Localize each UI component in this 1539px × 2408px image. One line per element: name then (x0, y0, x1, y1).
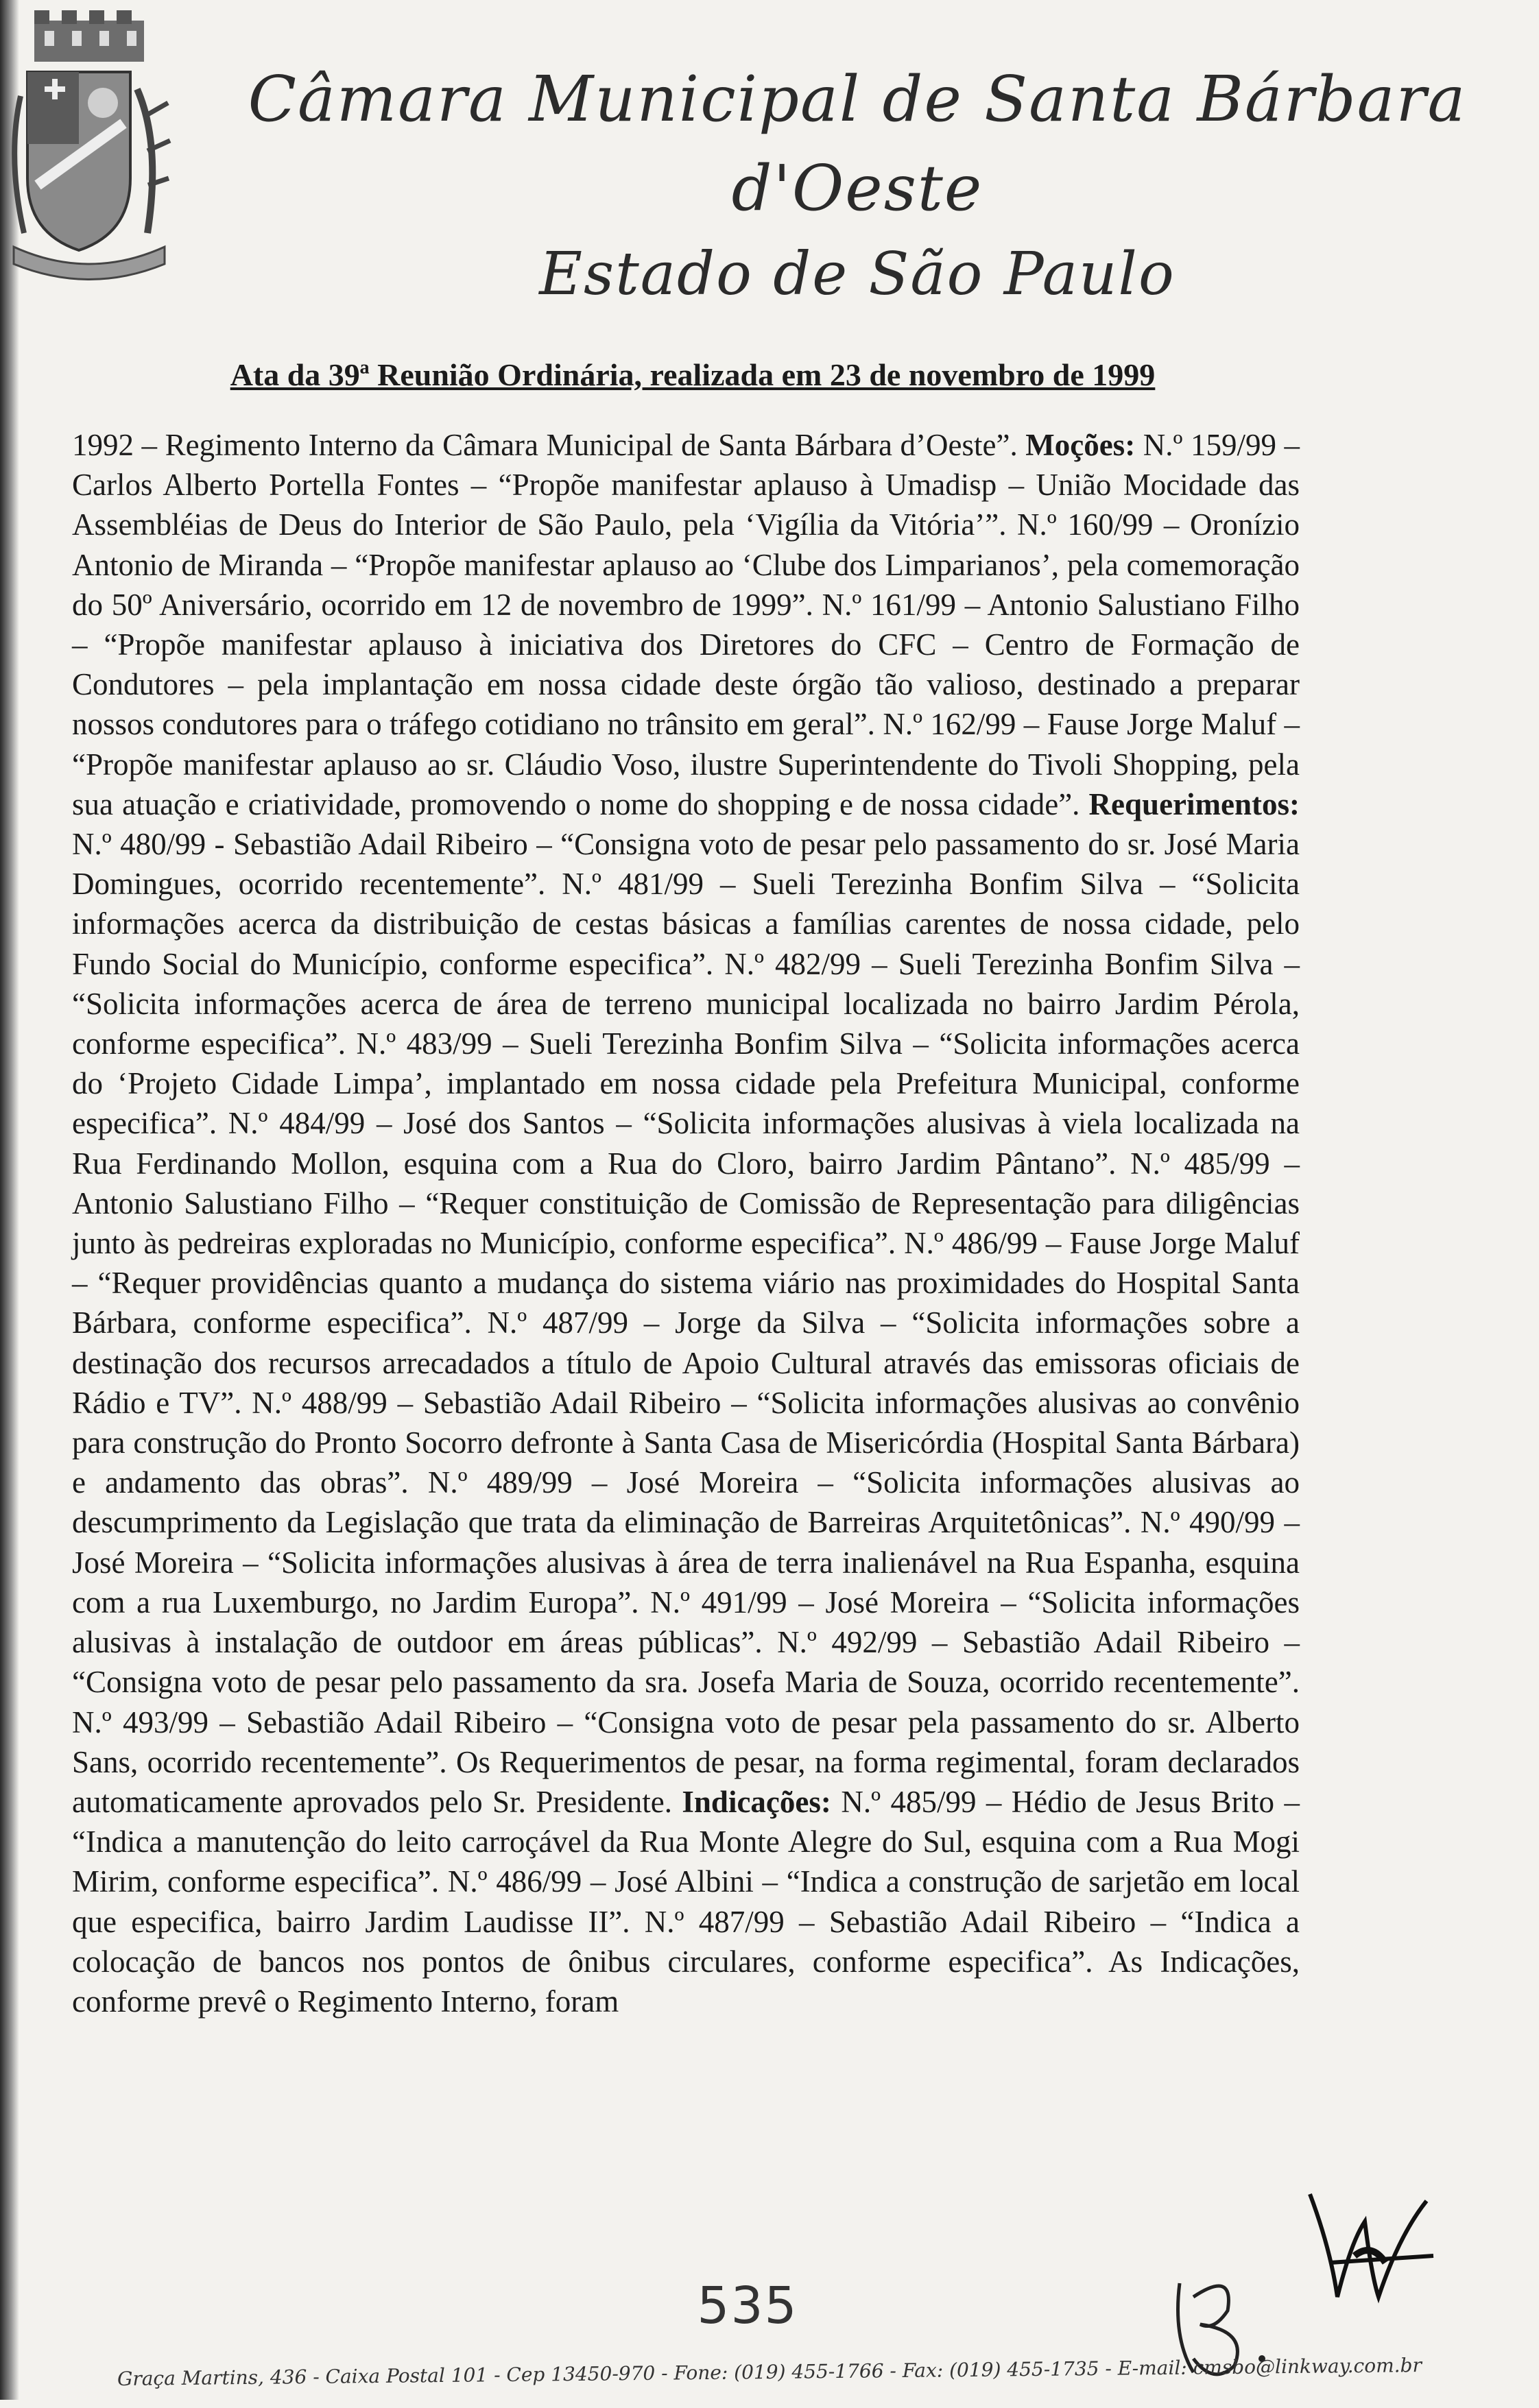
section-label-indicacoes: Indicações: (682, 1784, 831, 1819)
document-title: Ata da 39ª Reunião Ordinária, realizada em 23 de novembro de 1999 (230, 357, 1156, 392)
minutes-body (72, 425, 1300, 2021)
body-text-segment: N.º 480/99 - Sebastião Adail Ribeiro – “Consigna voto de pesar pelo passamento do sr. José Maria Domingues, ocorrido recentemente”. N.º 481/99 – Sueli Terezinha Bonfim Silva – “Solicita informações acerca da distribuição de cestas básicas a famílias carentes de nossa cidade, pelo Fundo Social do Município, conforme especifica”. N.º 482/99 – Sueli Terezinha Bonfim Silva – “Solicita informações acerca de área de terreno municipal localizada no bairro Jardim Pérola, conforme especifica”. N.º 483/99 – Sueli Terezinha Bonfim Silva – “Solicita informações acerca do ‘Projeto Cidade Limpa’, implantado em nossa cidade pela Prefeitura Municipal, conforme especifica”. N.º 484/99 – José dos Santos – “Solicita informações alusivas à viela localizada na Rua Ferdinando Mollon, esquina com a Rua do Cloro, bairro Jardim Pântano”. N.º 485/99 – Antonio Salustiano Filho – “Requer constituição de Comissão de Representação para diligências junto às pedreiras exploradas no Município, conforme especifica”. N.º 486/99 – Fause Jorge Maluf – “Requer providências quanto a mudança do sistema viário nas proximidades do Hospital Santa Bárbara, conforme especifica”. N.º 487/99 – Jorge da Silva – “Solicita informações sobre a destinação dos recursos arrecadados a título de Apoio Cultural através das emissoras oficiais de Rádio e TV”. N.º 488/99 – Sebastião Adail Ribeiro – “Solicita informações alusivas ao convênio para construção do Pronto Socorro defronte à Santa Casa de Misericórdia (Hospital Santa Bárbara) e andamento das obras”. N.º 489/99 – José Moreira – “Solicita informações alusivas ao descumprimento da Legislação que trata da eliminação de Barreiras Arquitetônicas”. N.º 490/99 – José Moreira – “Solicita informações alusivas à área de terra inalienável na Rua Espanha, esquina com a rua Luxemburgo, no Jardim Europa”. N.º 491/99 – José Moreira – “Solicita informações alusivas à instalação de outdoor em áreas públicas”. N.º 492/99 – Sebastião Adail Ribeiro – “Consigna voto de pesar pelo passamento da sra. Josefa Maria de Souza, ocorrido recentemente”. N.º 493/99 – Sebastião Adail Ribeiro – “Consigna voto de pesar pela passamento do sr. Alberto Sans, ocorrido recentemente”. Os Requerimentos de pesar, na forma regimental, foram declarados automaticamente aprovados pelo Sr. Presidente. (72, 827, 1300, 1819)
body-text-segment: N.º 159/99 – Carlos Alberto Portella Fontes – “Propõe manifestar aplauso à Umadisp – União Mocidade das Assembléias de Deus do Interior de São Paulo, pela ‘Vigília da Vitória’”. N.º 160/99 – Oronízio Antonio de Miranda – “Propõe manifestar aplauso ao ‘Clube dos Limparianos’, pela comemoração do 50º Aniversário, ocorrido em 12 de novembro de 1999”. N.º 161/99 – Antonio Salustiano Filho – “Propõe manifestar aplauso à iniciativa dos Diretores do CFC – Centro de Formação de Condutores – pela implantação em nossa cidade deste órgão tão valioso, destinado a preparar nossos condutores para o tráfego cotidiano no trânsito em geral”. N.º 162/99 – Fause Jorge Maluf – “Propõe manifestar aplauso ao sr. Cláudio Voso, ilustre Superintendente do Tivoli Shopping, pela sua atuação e criatividade, promovendo o nome do shopping e de nossa cidade”. (72, 428, 1300, 821)
page-number: 535 (697, 2276, 798, 2335)
body-text-segment: N.º 485/99 – Hédio de Jesus Brito – “Indica a manutenção do leito carroçável da Rua Monte Alegre do Sul, esquina com a Rua Mogi Mirim, conforme especifica”. N.º 486/99 – José Albini – “Indica a construção de sarjetão em local que especifica, bairro Jardim Laudisse II”. N.º 487/99 – Sebastião Adail Ribeiro – “Indica a colocação de bancos nos pontos de ônibus circulares, conforme especifica”. As Indicações, conforme prevê o Regimento Interno, foram (72, 1784, 1300, 2019)
section-label-mocoes: Moções: (1025, 428, 1136, 462)
letterhead (206, 55, 1509, 309)
binding-shadow (0, 0, 19, 2400)
section-label-requerimentos: Requerimentos: (1088, 786, 1300, 821)
letterhead-institution: Câmara Municipal de Santa Bárbara d'Oeste (248, 62, 1467, 225)
letterhead-footer: Graça Martins, 436 - Caixa Postal 101 - Cep 13450-970 - Fone: (019) 455-1766 - Fax: (019) 455-1735 - E-mail: cmsbo@linkway.com.br (117, 2354, 1422, 2390)
coat-of-arms-icon (7, 7, 171, 281)
letterhead-state: Estado de São Paulo (539, 240, 1176, 309)
body-text-segment: 1992 – Regimento Interno da Câmara Municipal de Santa Bárbara d’Oeste”. (72, 428, 1026, 462)
signature-icon (1289, 2180, 1447, 2317)
